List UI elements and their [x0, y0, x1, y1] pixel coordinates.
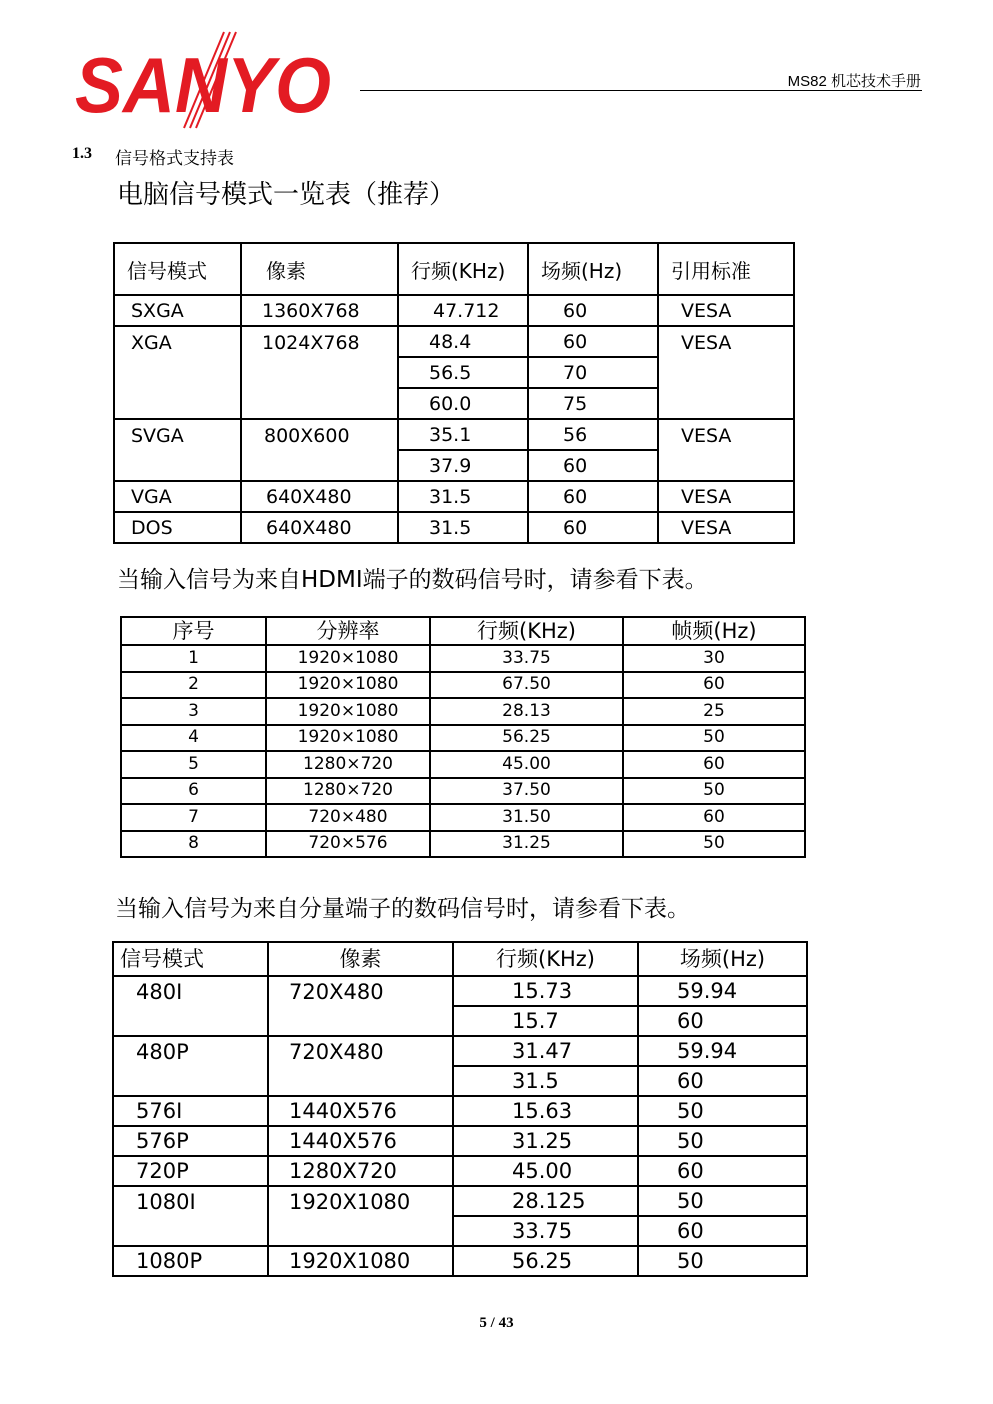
header-cell: 引用标准 — [658, 243, 794, 295]
index-cell: 3 — [121, 698, 266, 725]
table-row — [114, 295, 794, 326]
component-signal-table — [112, 941, 808, 1277]
component-table-caption: 当输入信号为来自分量端子的数码信号时，请参看下表。 — [115, 896, 690, 922]
standard-cell: VESA — [658, 295, 794, 326]
index-cell: 2 — [121, 672, 266, 699]
hfreq-cell: 60.0 — [398, 388, 528, 419]
table-row — [113, 1036, 807, 1066]
pixels-cell: 1920X1080 — [268, 1186, 453, 1246]
frame-rate-cell: 60 — [623, 804, 805, 831]
pixels-cell: 1360X768 — [241, 295, 398, 326]
table-row — [114, 512, 794, 543]
index-cell: 1 — [121, 645, 266, 672]
hdmi-table-caption: 当输入信号为来自HDMI端子的数码信号时，请参看下表。 — [117, 567, 708, 593]
resolution-cell: 1280×720 — [266, 778, 430, 805]
header-cell: 场频(Hz) — [528, 243, 658, 295]
vfreq-cell: 50 — [638, 1126, 807, 1156]
vfreq-cell: 59.94 — [638, 976, 807, 1006]
mode-cell: 576P — [113, 1126, 268, 1156]
header-cell: 场频(Hz) — [638, 942, 807, 976]
index-cell: 8 — [121, 831, 266, 858]
standard-cell: VESA — [658, 326, 794, 419]
hfreq-cell: 31.5 — [398, 512, 528, 543]
table-row — [114, 326, 794, 357]
index-cell: 6 — [121, 778, 266, 805]
table-row — [114, 419, 794, 450]
resolution-cell: 1920×1080 — [266, 698, 430, 725]
vfreq-cell: 60 — [638, 1156, 807, 1186]
mode-cell: SVGA — [114, 419, 241, 481]
hfreq-cell: 31.50 — [430, 804, 623, 831]
pixels-cell: 640X480 — [241, 512, 398, 543]
hfreq-cell: 67.50 — [430, 672, 623, 699]
resolution-cell: 720×480 — [266, 804, 430, 831]
table-row — [121, 804, 805, 831]
hfreq-cell: 37.50 — [430, 778, 623, 805]
frame-rate-cell: 50 — [623, 831, 805, 858]
pixels-cell: 1440X576 — [268, 1096, 453, 1126]
vfreq-cell: 60 — [528, 481, 658, 512]
hfreq-cell: 47.712 — [398, 295, 528, 326]
mode-cell: DOS — [114, 512, 241, 543]
hfreq-cell: 33.75 — [430, 645, 623, 672]
hfreq-cell: 56.5 — [398, 357, 528, 388]
hfreq-cell: 28.13 — [430, 698, 623, 725]
header-cell: 行频(KHz) — [453, 942, 638, 976]
header-cell: 行频(KHz) — [430, 617, 623, 645]
pixels-cell: 720X480 — [268, 976, 453, 1036]
section-number: 1.3 — [72, 145, 92, 162]
logo-text: SANYO — [75, 41, 331, 129]
index-cell: 5 — [121, 751, 266, 778]
hfreq-cell: 31.25 — [430, 831, 623, 858]
vfreq-cell: 50 — [638, 1096, 807, 1126]
hfreq-cell: 31.47 — [453, 1036, 638, 1066]
table-header-row — [114, 243, 794, 295]
vfreq-cell: 60 — [638, 1216, 807, 1246]
frame-rate-cell: 50 — [623, 725, 805, 752]
hfreq-cell: 45.00 — [453, 1156, 638, 1186]
pc-signal-table — [113, 242, 795, 544]
hfreq-cell: 37.9 — [398, 450, 528, 481]
header-cell: 信号模式 — [113, 942, 268, 976]
index-cell: 4 — [121, 725, 266, 752]
table-row — [114, 481, 794, 512]
mode-cell: VGA — [114, 481, 241, 512]
frame-rate-cell: 30 — [623, 645, 805, 672]
pixels-cell: 1920X1080 — [268, 1246, 453, 1276]
pixels-cell: 720X480 — [268, 1036, 453, 1096]
standard-cell: VESA — [658, 419, 794, 481]
header-cell: 像素 — [268, 942, 453, 976]
header-cell: 序号 — [121, 617, 266, 645]
hfreq-cell: 33.75 — [453, 1216, 638, 1246]
hfreq-cell: 56.25 — [430, 725, 623, 752]
header-cell: 分辨率 — [266, 617, 430, 645]
table-row — [113, 1096, 807, 1126]
hfreq-cell: 35.1 — [398, 419, 528, 450]
resolution-cell: 1920×1080 — [266, 645, 430, 672]
section-title: 信号格式支持表 — [115, 149, 234, 169]
mode-cell: XGA — [114, 326, 241, 419]
vfreq-cell: 60 — [638, 1006, 807, 1036]
table-row — [121, 698, 805, 725]
mode-cell: 480P — [113, 1036, 268, 1096]
resolution-cell: 720×576 — [266, 831, 430, 858]
vfreq-cell: 59.94 — [638, 1036, 807, 1066]
hdmi-signal-table — [120, 616, 806, 858]
hfreq-cell: 15.73 — [453, 976, 638, 1006]
table-row — [121, 751, 805, 778]
header-cell: 信号模式 — [114, 243, 241, 295]
vfreq-cell: 75 — [528, 388, 658, 419]
page-number: 5 / 43 — [479, 1315, 514, 1331]
mode-cell: SXGA — [114, 295, 241, 326]
pixels-cell: 1440X576 — [268, 1126, 453, 1156]
table-row — [121, 831, 805, 858]
table-row — [121, 725, 805, 752]
mode-cell: 1080I — [113, 1186, 268, 1246]
hfreq-cell: 31.5 — [398, 481, 528, 512]
header-cell: 像素 — [241, 243, 398, 295]
resolution-cell: 1920×1080 — [266, 672, 430, 699]
vfreq-cell: 56 — [528, 419, 658, 450]
table-row — [113, 1156, 807, 1186]
vfreq-cell: 70 — [528, 357, 658, 388]
hfreq-cell: 48.4 — [398, 326, 528, 357]
table-header-row — [121, 617, 805, 645]
frame-rate-cell: 60 — [623, 751, 805, 778]
table-row — [121, 645, 805, 672]
table-row — [113, 976, 807, 1006]
frame-rate-cell: 25 — [623, 698, 805, 725]
hfreq-cell: 31.25 — [453, 1126, 638, 1156]
mode-cell: 576I — [113, 1096, 268, 1126]
vfreq-cell: 60 — [528, 295, 658, 326]
hfreq-cell: 28.125 — [453, 1186, 638, 1216]
table-row — [113, 1126, 807, 1156]
vfreq-cell: 50 — [638, 1186, 807, 1216]
index-cell: 7 — [121, 804, 266, 831]
pc-table-caption: 电脑信号模式一览表（推荐） — [117, 180, 456, 210]
table-row — [113, 1186, 807, 1216]
hfreq-cell: 31.5 — [453, 1066, 638, 1096]
standard-cell: VESA — [658, 512, 794, 543]
hfreq-cell: 15.63 — [453, 1096, 638, 1126]
table-row — [121, 672, 805, 699]
header-cell: 行频(KHz) — [398, 243, 528, 295]
mode-cell: 720P — [113, 1156, 268, 1186]
resolution-cell: 1280×720 — [266, 751, 430, 778]
table-row — [121, 778, 805, 805]
frame-rate-cell: 50 — [623, 778, 805, 805]
table-header-row — [113, 942, 807, 976]
frame-rate-cell: 60 — [623, 672, 805, 699]
hfreq-cell: 15.7 — [453, 1006, 638, 1036]
pixels-cell: 1280X720 — [268, 1156, 453, 1186]
mode-cell: 1080P — [113, 1246, 268, 1276]
sanyo-logo — [72, 30, 334, 130]
resolution-cell: 1920×1080 — [266, 725, 430, 752]
pixels-cell: 640X480 — [241, 481, 398, 512]
manual-title: MS82 机芯技术手册 — [787, 73, 921, 90]
vfreq-cell: 60 — [528, 450, 658, 481]
vfreq-cell: 60 — [528, 326, 658, 357]
vfreq-cell: 60 — [528, 512, 658, 543]
mode-cell: 480I — [113, 976, 268, 1036]
hfreq-cell: 56.25 — [453, 1246, 638, 1276]
header-cell: 帧频(Hz) — [623, 617, 805, 645]
pixels-cell: 800X600 — [241, 419, 398, 481]
vfreq-cell: 50 — [638, 1246, 807, 1276]
hfreq-cell: 45.00 — [430, 751, 623, 778]
table-row — [113, 1246, 807, 1276]
pixels-cell: 1024X768 — [241, 326, 398, 419]
standard-cell: VESA — [658, 481, 794, 512]
vfreq-cell: 60 — [638, 1066, 807, 1096]
